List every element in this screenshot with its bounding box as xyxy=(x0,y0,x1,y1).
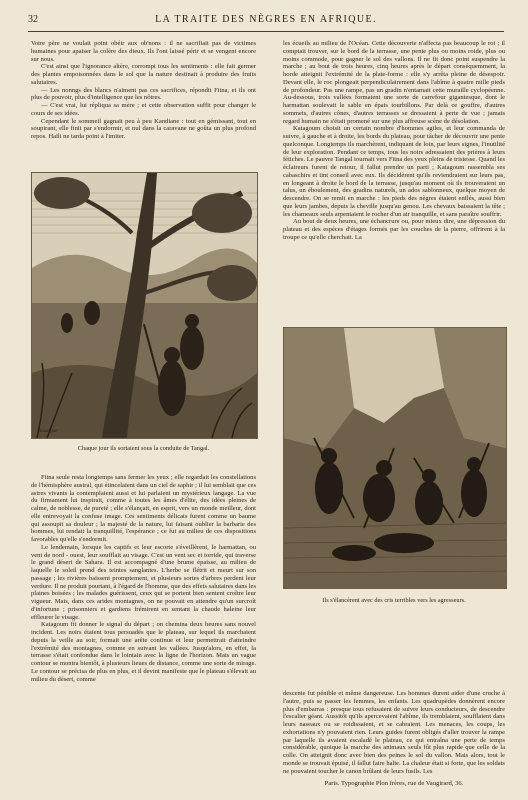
paragraph: Au bout de deux heures, une échancrure ou, pour mieux dire, une dépression du plateau et des espèces d'étages formés par les couches de la pierre, offrirent à la troupe ce qu'elle cherchait. La xyxy=(283,218,505,241)
printer-footer: Paris. Typographie Plon frères, rue de Vaugirard, 36. xyxy=(324,780,464,787)
left-column-top-text xyxy=(31,40,256,162)
engraving-tree-scene xyxy=(31,172,258,439)
engraving-attack-scene xyxy=(283,327,507,589)
paragraph: — C'est vrai, lui répliqua sa mère ; et cette observation suffit pour changer le cours de ses idées. xyxy=(31,102,256,117)
page-header xyxy=(28,14,504,28)
engraver-signature: Rouargue xyxy=(38,429,58,434)
paragraph: Cependant le sommeil gagnait peu à peu Kandiane : tout en gémissant, tout en soupirant, elle finit par s'endormir, et nul dans la caravane ne goûta un plus profond repos. Haïli ne tarda point à l'imiter. xyxy=(31,117,256,140)
figure-caption: Chaque jour ils sortaient sous la conduite de Tangal. xyxy=(77,445,210,452)
engraving-attack-illustration xyxy=(284,328,506,588)
paragraph: descente fut pénible et même dangereuse. Les hommes durent aider d'une cruche à l'autre, puis se passer les femmes, les enfants. Les quadrupèdes donnèrent encore plus d'embarras : presque tous refusaient de suivre leurs conducteurs, de descendre l'escalier géant. Aussitôt qu'ils apercevaient l'abîme, ils tremblaient, soufflaient dans leurs naseaux ou se roidissaient, et se cabraient. Les menaces, les coups, les exhortations n'y pouvaient rien. Leurs guides furent obligés d'aller trouver la rampe par laquelle ils avaient escaladé le plateau, ce qui entraîna une perte de temps considérable, quoique la marche des animaux seuls fût plus rapide que celle de la colle. On atteignit donc avec bien des peines le sol du vallon. Mais alors, tout le monde se trouvait épuisé, il fallut faire halte. La chaleur était si forte, que les soldats ne pouvaient toucher le canon brûlant de leurs fusils. Les xyxy=(283,690,505,775)
right-column-top-text xyxy=(283,40,505,320)
figure-caption: Ils s'élancèrent avec des cris terribles vers les agresseurs. xyxy=(322,597,466,604)
paragraph: — Les nonngs des blancs n'aiment pas ces sacrifices, répondit Fitna, et ils ont plus de pouvoir, plus d'intelligence que les nôtres. xyxy=(31,86,256,102)
left-column-bottom-text xyxy=(31,474,256,768)
paragraph: Votre père ne voulait point obéir aux ob'nons : il ne sacrifiait pas de victimes humaines pour apaiser la colère des dieux. Ils l'ont laissé périr et se vengent encore sur nous. xyxy=(31,40,256,63)
paragraph: les écueils au milieu de l'Océan. Cette découverte n'affecta pas beaucoup le roi ; il comptait trouver, sur le bord de la terrasse, une pente plus ou moins roide, plus ou moins commode, pour gagner le sol des vallons. Il ne fit donc point suspendre la marche ; au bout de trois heures, cinq heures après le départ conséquemment, la horde atteignit l'extrémité de la plate-forme : elle s'y arrêta pleine de désespoir. Devant elle, le roc plongeait perpendiculairement dans l'abîme à quatre mille pieds de profondeur. Pas une rampe, pas un gradin n'entamait cette muraille cyclopéenne. Au-dessous, trois vallées formaient une sorte de carrefour gigantesque, dont le harmattan soulevait le sable en épais tourbillons. Par delà ce gouffre, d'autres sommets, d'autres cônes, d'autres terrasses se dressaient à perte de vue ; jamais regard humain ne s'était promené sur une plus affreuse scène de désolation. xyxy=(283,40,505,125)
engraving-tree-illustration xyxy=(32,173,257,438)
right-column-bottom-text xyxy=(283,690,505,775)
paragraph: C'est ainsi que l'ignorance altère, corrompt tous les sentiments : elle fait germer des plantes empoisonnées dans le sol que la nature destinait à produire des fruits salutaires. xyxy=(31,63,256,86)
paragraph: Katagoum fit donner le signal du départ ; on chemina deux heures sans nouvel incident. Les noirs étaient tous persuadés que le plateau, sur lequel ils marchaient depuis la veille au soir, formait une arête continue et leur permettrait d'atteindre l'extrémité des montagnes, comme en suivant les vallées. Jusqu'alors, en effet, la terrasse s'était confondue dans le lointain avec la ligne de l'horizon. Mais un vague contour se montra bientôt, à plusieurs lieues de distance, comme une sorte de mirage. Le contour se précisa de plus en plus, et il devint manifeste que le plateau s'élevait au milieu du désert, comme xyxy=(31,621,256,683)
paragraph: Fitna seule resta longtemps sans fermer les yeux ; elle regardait les constellations de l'hémisphère austral, qui étincelaient dans un ciel de saphir ; il lui semblait que ces astres vivants la contemplaient aussi et lui parlaient un mystérieux langage. La vue du firmament lui inspirait, comme à toutes les âmes d'élite, des idées pleines de calme, de noblesse, de pureté ; elle s'élançait, en esprit, vers un monde meilleur, dont elle entrevoyait la confuse image. Ces sentiments délicats furent comme un baume qui assoupit sa douleur ; la majesté de la nature, lui faisant oublier la barbarie des hommes, lui rendait la tranquillité, l'espérance ; ce fut au milieu de ces dispositions favorables qu'elle s'endormit. xyxy=(31,474,256,543)
paragraph: Le lendemain, lorsque les captifs et leur escorte s'éveillèrent, le harmattan, ou vent de nord - ouest, leur soufflait au visage. C'est un vent sec et torride, qui traverse le grand désert de Sahara. Il est accompagné d'une brume épaisse, au milieu de laquelle le soleil prend des teintes sanglantes. L'herbe se flétrit et meurt sur son passage ; les rivières baissent promptement, et plusieurs sortes d'arbres perdent leur verdure. Il ne produit pourtant, à l'égard de l'homme, que des effets salutaires dans les plaines boisées ; les malades guérissent, ceux qui se portent bien sentent croître leur vigueur. Mais, dans ces arides montagnes, on ne pouvait en attendre qu'un surcroît d'infortune ; prisonniers et gardiens frémirent en sentant la chaude haleine leur effleurer le visage. xyxy=(31,543,256,621)
running-title: LA TRAITE DES NÈGRES EN AFRIQUE. xyxy=(155,14,377,25)
page-number: 32 xyxy=(28,14,38,25)
paragraph: Katagoum choisit un certain nombre d'hommes agiles, et leur commanda de suivre, à gauche et à droite, les bords du plateau, pour tâcher de découvrir une pente quelconque. Longtemps ils marchèrent, indiquant de loin, par leurs signes, l'inutilité de leur exploration. Pendant ce temps, tous les noirs adressaient des prières à leurs fétiches. Le pauvre Tangal tournait vers Fitna des yeux pleins de tristesse. Quand les éclaireurs furent de retour, il fallut prendre un parti ; Katagoum rassembla ses cabaschirs et tint conseil avec eux. Ils décidèrent qu'ils reviendraient sur leurs pas, en longeant à droite le bord de la terrasse, jusqu'au moment où ils trouveraient un talus, un éboulement, des gradins naturels, un ados sablonneux, quelque moyen de descendre. On se remit en marche : les pieds des nègres étaient enflés, aussi bien que leurs jambes, depuis la cheville jusqu'au genou. Les chevaux baissaient la tête ; les chameaux seuls arpentaient le rocher d'un air tranquille, et sans paraître souffrir. xyxy=(283,125,505,218)
header-rule xyxy=(28,31,504,32)
